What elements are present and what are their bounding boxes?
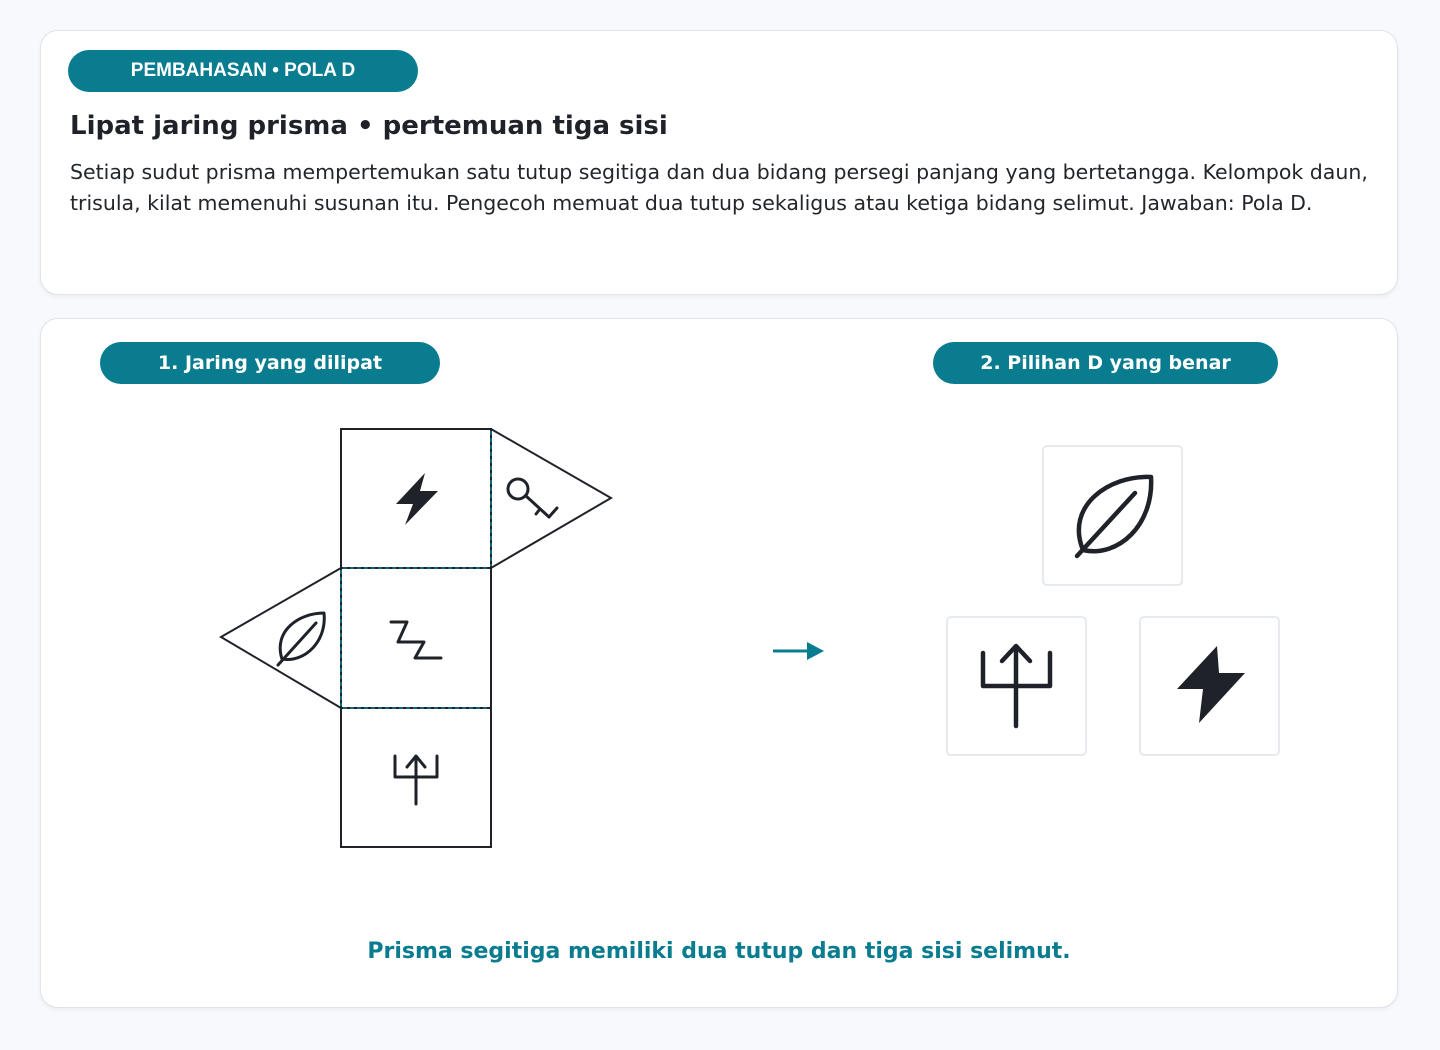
key-icon	[508, 479, 557, 517]
trident-icon	[395, 756, 437, 804]
explanation-body: Setiap sudut prisma mempertemukan satu tutup segitiga dan dua bidang persegi panjang yang bertetangga. Kelompok daun, trisula, kilat memenuhi susunan itu. Pengecoh memuat dua tutup sekaligus atau ketiga bidang selimut. Jawaban: Pola D.	[70, 160, 1368, 215]
figure-illustration	[41, 319, 1397, 1007]
step1-label: 1. Jaring yang dilipat	[100, 342, 440, 384]
explanation-title: Lipat jaring prisma • pertemuan tiga sisi	[70, 111, 668, 141]
figure-caption: Prisma segitiga memiliki dua tutup dan tiga sisi selimut.	[367, 939, 1071, 964]
answer-option-d	[947, 446, 1279, 755]
section-badge: PEMBAHASAN • POLA D	[68, 50, 418, 92]
prism-net	[221, 429, 611, 847]
arrow-right-icon	[773, 642, 824, 660]
figure-card	[40, 318, 1398, 1008]
lightning-icon	[396, 473, 438, 525]
net-cap-right	[491, 429, 611, 568]
zigzag-icon	[391, 622, 441, 658]
fold-lines	[341, 431, 491, 708]
leaf-icon	[278, 613, 324, 665]
step2-label: 2. Pilihan D yang benar	[933, 342, 1278, 384]
explanation-card	[40, 30, 1398, 295]
net-face-middle	[341, 568, 491, 708]
